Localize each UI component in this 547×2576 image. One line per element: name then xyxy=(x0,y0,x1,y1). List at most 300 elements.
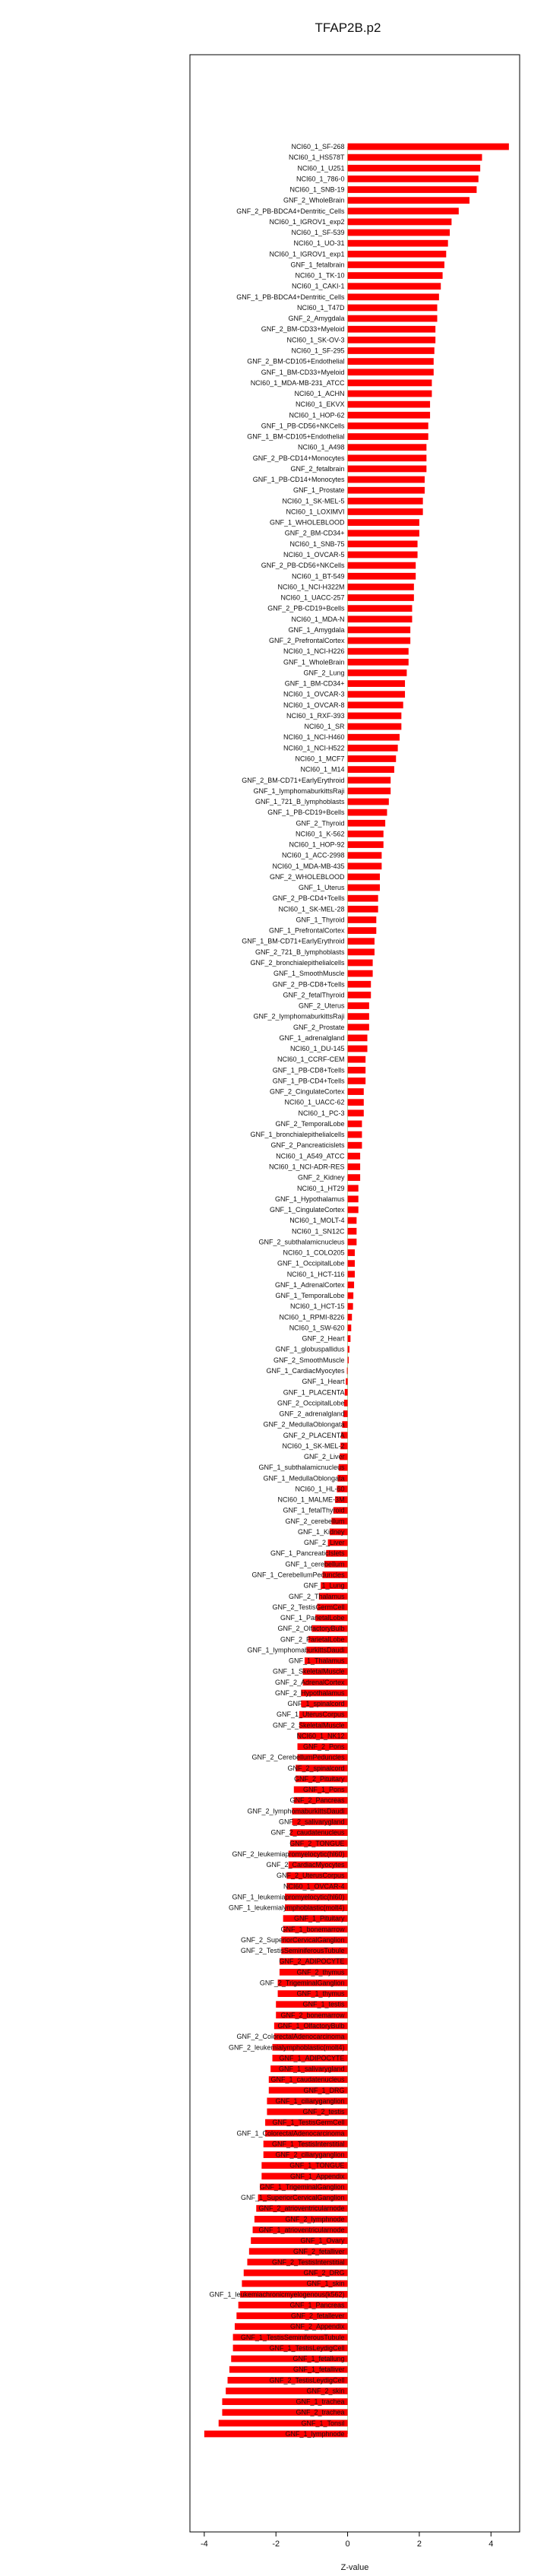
category-label: GNF_1_Heart xyxy=(302,1378,345,1386)
category-label: NCI60_1_SK-MEL-2 xyxy=(282,1441,345,1450)
category-label: GNF_2_leukemiapromyelocytic(hl60) xyxy=(232,1850,345,1858)
category-label: NCI60_1_SF-539 xyxy=(291,229,345,237)
category-label: GNF_1_CerebellumPeduncles xyxy=(251,1571,345,1579)
category-label: GNF_2_Kidney xyxy=(298,1173,345,1182)
bar xyxy=(348,809,387,816)
category-label: GNF_1_testis xyxy=(302,2000,345,2008)
bar xyxy=(348,669,407,676)
category-label: GNF_2_Amygdala xyxy=(288,315,345,323)
category-label: GNF_2_MedullaOblongata xyxy=(263,1420,345,1429)
bar xyxy=(348,498,423,505)
category-label: GNF_1_BM-CD105+Endothelial xyxy=(247,432,345,441)
bar xyxy=(348,820,386,827)
category-label: NCI60_1_HT29 xyxy=(297,1184,345,1192)
category-label: GNF_1_BM-CD33+Myeloid xyxy=(261,368,345,376)
category-label: NCI60_1_SN12C xyxy=(292,1227,345,1236)
category-label: NCI60_1_SK-MEL-28 xyxy=(278,905,345,913)
category-label: NCI60_1_A498 xyxy=(298,443,345,451)
category-label: GNF_1_SmoothMuscle xyxy=(274,970,345,978)
category-label: GNF_1_TestisInterstitial xyxy=(272,2140,345,2148)
bar xyxy=(348,981,372,988)
category-label: GNF_2_PB-BDCA4+Dentritic_Cells xyxy=(236,207,345,215)
category-label: GNF_2_ciliaryganglion xyxy=(275,2150,345,2159)
category-label: GNF_1_SkeletalMuscle xyxy=(273,1667,345,1676)
bar xyxy=(348,691,405,698)
bar xyxy=(348,562,416,569)
category-label: GNF_1_thymus xyxy=(296,1989,345,1998)
category-label: NCI60_1_BT-549 xyxy=(292,572,345,581)
bar xyxy=(348,1335,351,1342)
category-label: GNF_2_testis xyxy=(302,2108,345,2116)
category-label: NCI60_1_SF-295 xyxy=(291,347,345,355)
category-label: GNF_2_lymphomaburkittsDaudi xyxy=(247,1807,345,1815)
category-label: GNF_1_WHOLEBLOOD xyxy=(270,518,345,527)
category-label: GNF_2_Uterus xyxy=(299,1002,345,1010)
bar xyxy=(348,970,373,977)
bar xyxy=(348,422,428,429)
category-label: GNF_2_Pons xyxy=(303,1742,345,1751)
category-label: NCI60_1_HOP-62 xyxy=(289,411,345,419)
bar xyxy=(348,648,409,655)
category-label: GNF_2_bronchialepithelialcells xyxy=(250,958,345,967)
bar xyxy=(348,1185,359,1191)
bar xyxy=(348,1035,368,1042)
category-label: GNF_2_cerebellum xyxy=(285,1517,345,1525)
category-label: NCI60_1_UACC-257 xyxy=(280,593,345,602)
bar xyxy=(348,1207,359,1214)
category-label: NCI60_1_DU-145 xyxy=(290,1045,345,1053)
bar xyxy=(348,240,448,247)
category-label: GNF_2_Appendix xyxy=(290,2322,345,2331)
category-label: GNF_1_DRG xyxy=(303,2086,345,2094)
bar xyxy=(348,454,427,461)
bar xyxy=(348,251,447,258)
category-label: GNF_1_ADIPOCYTE xyxy=(279,2054,345,2062)
category-label: NCI60_1_ACC-2998 xyxy=(282,851,345,859)
category-label: GNF_2_CerebellumPeduncles xyxy=(251,1753,345,1761)
category-label: NCI60_1_MALME-3M xyxy=(277,1495,345,1504)
bar xyxy=(348,144,509,150)
category-label: NCI60_1_OVCAR-5 xyxy=(283,551,345,559)
category-label: GNF_1_MedullaOblongata xyxy=(263,1474,345,1483)
category-label: NCI60_1_OVCAR-8 xyxy=(283,701,345,709)
bar xyxy=(348,487,425,494)
bar xyxy=(348,540,418,547)
category-label: GNF_2_lymphomaburkittsRaji xyxy=(253,1012,345,1021)
bar xyxy=(348,1293,354,1299)
category-label: GNF_2_CingulateCortex xyxy=(270,1087,345,1096)
category-label: NCI60_1_MDA-N xyxy=(291,615,345,623)
category-label: GNF_1_Hypothalamus xyxy=(275,1195,345,1203)
bar xyxy=(348,841,384,848)
category-label: GNF_2_PrefrontalCortex xyxy=(269,637,345,645)
category-label: NCI60_1_UO-31 xyxy=(293,239,345,248)
category-label: GNF_1_BM-CD34+ xyxy=(284,679,345,688)
category-label: GNF_2_TestisGermCell xyxy=(272,1603,345,1611)
category-label: GNF_1_fetallung xyxy=(292,2355,345,2363)
bar xyxy=(348,1249,355,1256)
category-label: GNF_2_Thalamus xyxy=(289,1592,345,1600)
bar xyxy=(348,766,394,773)
category-label: NCI60_1_RXF-393 xyxy=(286,711,345,720)
bar xyxy=(348,508,423,515)
category-label: NCI60_1_UACC-62 xyxy=(284,1098,345,1106)
category-label: NCI60_1_MDA-MB-231_ATCC xyxy=(250,378,345,387)
category-label: GNF_2_SkeletalMuscle xyxy=(273,1721,345,1729)
category-label: GNF_2_PB-CD14+Monocytes xyxy=(252,454,345,462)
category-label: NCI60_1_NCI-H226 xyxy=(283,647,345,656)
category-label: GNF_1_721_B_lymphoblasts xyxy=(255,798,345,806)
category-label: GNF_2_PB-CD19+Bcells xyxy=(267,604,345,612)
category-label: NCI60_1_ACHN xyxy=(294,390,345,398)
category-label: NCI60_1_SF-268 xyxy=(291,143,345,150)
category-label: GNF_2_atrioventricularnode xyxy=(258,2204,345,2213)
category-label: GNF_1_cerebellum xyxy=(285,1560,345,1568)
bar xyxy=(348,745,398,752)
category-label: GNF_2_adrenalgland xyxy=(279,1410,345,1418)
category-label: GNF_1_fetalThyroid xyxy=(283,1506,345,1514)
bar xyxy=(348,1056,366,1063)
category-label: GNF_1_PB-CD56+NKCells xyxy=(261,422,345,430)
bar xyxy=(348,326,436,333)
category-label: GNF_2_721_B_lymphoblasts xyxy=(255,948,345,956)
bar xyxy=(348,1109,364,1116)
category-label: GNF_2_lymphnode xyxy=(285,2215,345,2223)
category-label: GNF_2_Pancreaticislets xyxy=(270,1141,345,1150)
bar xyxy=(348,831,384,837)
category-label: GNF_2_SmoothMuscle xyxy=(274,1356,345,1364)
category-label: NCI60_1_NCI-H460 xyxy=(283,733,345,742)
bar xyxy=(348,605,413,612)
category-label: GNF_2_Prostate xyxy=(293,1023,345,1031)
category-label: GNF_1_Ovary xyxy=(300,2236,345,2245)
bar xyxy=(348,1046,368,1052)
category-label: GNF_2_BM-CD34+ xyxy=(284,529,345,537)
category-label: GNF_2_PLACENTA xyxy=(283,1431,345,1439)
category-label: GNF_1_skin xyxy=(306,2280,345,2288)
bar xyxy=(348,380,432,387)
bar xyxy=(348,960,373,967)
category-label: NCI60_1_HCT-116 xyxy=(286,1270,345,1278)
category-label: GNF_1_SuperiorCervicalGanglion xyxy=(240,2194,345,2202)
category-label: GNF_2_Liver xyxy=(304,1539,345,1547)
category-label: GNF_2_salivarygland xyxy=(279,1818,345,1826)
category-label: GNF_1_PrefrontalCortex xyxy=(269,926,345,935)
bar xyxy=(348,659,409,666)
bar xyxy=(348,444,427,451)
bar xyxy=(348,165,481,172)
bar xyxy=(348,1142,362,1149)
bar xyxy=(348,219,452,226)
category-label: GNF_2_bonemarrow xyxy=(280,2011,345,2019)
category-label: GNF_2_Liver xyxy=(304,1453,345,1461)
category-label: NCI60_1_HS578T xyxy=(289,153,345,162)
x-tick-label: 0 xyxy=(345,2540,350,2549)
category-label: GNF_2_OccipitalLobe xyxy=(277,1399,345,1407)
category-label: GNF_1_fetalliver xyxy=(293,2366,345,2374)
category-label: NCI60_1_EKVX xyxy=(296,400,345,409)
category-label: NCI60_1_IGROV1_exp2 xyxy=(269,217,345,226)
bar xyxy=(348,594,414,601)
bar xyxy=(348,476,425,483)
bar xyxy=(348,916,377,923)
category-label: GNF_1_leukemiapromyelocytic(hl60) xyxy=(232,1893,345,1901)
category-label: GNF_1_bronchialepithelialcells xyxy=(250,1131,345,1139)
bar xyxy=(348,272,443,279)
category-label: GNF_2_Heart xyxy=(302,1334,345,1343)
bar xyxy=(348,573,416,580)
category-label: GNF_1_Amygdala xyxy=(288,625,345,634)
bar xyxy=(348,1067,366,1074)
category-label: GNF_2_TestisInterstitial xyxy=(272,2258,345,2266)
category-label: GNF_2_thymus xyxy=(296,1968,345,1976)
category-label: NCI60_1_TK-10 xyxy=(295,271,345,280)
bar xyxy=(348,197,470,204)
category-label: GNF_2_PB-CD4+Tcells xyxy=(272,894,345,903)
category-label: GNF_1_fetalbrain xyxy=(290,261,345,269)
category-label: GNF_1_Thyroid xyxy=(296,916,345,924)
category-label: NCI60_1_RPMI-8226 xyxy=(279,1313,345,1321)
bar xyxy=(348,1002,369,1009)
category-label: GNF_1_spinalcord xyxy=(287,1700,345,1708)
bar xyxy=(348,207,459,214)
bar xyxy=(348,1356,349,1363)
category-label: NCI60_1_NCI-H322M xyxy=(277,583,345,591)
bar xyxy=(348,1153,361,1160)
bar xyxy=(348,701,403,708)
bar xyxy=(348,1217,357,1224)
bar xyxy=(348,337,436,343)
category-label: NCI60_1_CAKI-1 xyxy=(292,282,345,290)
category-label: GNF_2_TestisSeminiferousTubule xyxy=(240,1947,345,1955)
bar xyxy=(348,433,428,440)
category-label: GNF_1_ColorectalAdenocarcinoma xyxy=(236,2129,345,2138)
bar xyxy=(348,412,431,419)
bar xyxy=(348,723,402,730)
category-label: GNF_2_UterusCorpus xyxy=(277,1872,345,1880)
bar xyxy=(348,1314,353,1321)
bar xyxy=(348,777,391,783)
bar xyxy=(348,1163,361,1170)
bar xyxy=(348,466,427,473)
bar xyxy=(348,1346,349,1353)
category-label: GNF_1_BM-CD71+EarlyErythroid xyxy=(242,937,345,945)
category-label: GNF_1_salivarygland xyxy=(279,2065,345,2073)
bar xyxy=(348,391,432,397)
x-tick-label: -2 xyxy=(272,2540,280,2549)
category-label: GNF_1_OlfactoryBulb xyxy=(277,2022,345,2030)
category-label: GNF_1_PB-CD8+Tcells xyxy=(272,1066,345,1074)
bar xyxy=(348,293,439,300)
category-label: GNF_1_CingulateCortex xyxy=(270,1206,345,1214)
category-label: GNF_1_PancreaticIslets xyxy=(270,1549,345,1558)
category-label: GNF_1_Appendix xyxy=(290,2172,345,2180)
category-label: GNF_1_TestisGermCell xyxy=(272,2119,345,2127)
bar xyxy=(348,1174,361,1181)
category-label: GNF_2_Pancreas xyxy=(289,1796,345,1805)
category-label: NCI60_1_A549_ATCC xyxy=(276,1152,345,1160)
category-label: GNF_2_BM-CD71+EarlyErythroid xyxy=(242,776,345,784)
category-label: GNF_2_fetalThyroid xyxy=(283,991,345,999)
bar xyxy=(348,552,418,559)
category-label: GNF_2_CardiacMyocytes xyxy=(266,1861,345,1869)
bar xyxy=(348,530,419,536)
category-label: GNF_1_Pancreas xyxy=(289,2301,345,2309)
category-label: GNF_2_PB-CD56+NKCells xyxy=(261,562,345,570)
bar xyxy=(348,369,434,375)
category-label: NCI60_1_SNB-75 xyxy=(289,540,345,548)
bar xyxy=(348,788,391,795)
category-label: NCI60_1_SK-MEL-5 xyxy=(282,497,345,505)
category-label: GNF_1_globuspallidus xyxy=(275,1345,345,1353)
category-label: GNF_2_leukemialymphoblastic(molt4) xyxy=(229,2043,345,2052)
category-label: NCI60_1_SW-620 xyxy=(289,1324,345,1332)
bar xyxy=(348,584,414,590)
category-label: GNF_2_BM-CD105+Endothelial xyxy=(247,357,345,366)
category-label: NCI60_1_T47D xyxy=(297,303,345,312)
category-label: GNF_2_ADIPOCYTE xyxy=(279,1957,345,1966)
bar xyxy=(348,1228,357,1235)
category-label: NCI60_1_OVCAR-3 xyxy=(283,690,345,698)
category-label: GNF_1_ciliaryganglion xyxy=(275,2097,345,2105)
bar xyxy=(348,638,411,644)
category-label: GNF_1_PB-BDCA4+Dentritic_Cells xyxy=(236,293,345,301)
category-label: NCI60_1_PC-3 xyxy=(298,1109,345,1117)
bar xyxy=(348,938,375,945)
category-label: GNF_1_Kidney xyxy=(298,1527,345,1536)
category-label: GNF_2_BM-CD33+Myeloid xyxy=(261,325,345,334)
category-label: NCI60_1_OVCAR-4 xyxy=(283,1882,345,1891)
bar xyxy=(348,1303,353,1310)
bar xyxy=(348,1239,357,1245)
bar xyxy=(348,154,482,161)
category-label: NCI60_1_IGROV1_exp1 xyxy=(269,250,345,258)
bar xyxy=(348,895,378,902)
category-label: NCI60_1_LOXIMVI xyxy=(286,508,345,516)
bar xyxy=(348,261,444,268)
bar xyxy=(348,927,377,934)
category-label: GNF_1_lymphnode xyxy=(285,2430,345,2438)
category-label: GNF_1_Tonsil xyxy=(301,2419,345,2427)
category-label: GNF_1_CardiacMyocytes xyxy=(266,1366,345,1375)
category-label: GNF_1_UterusCorpus xyxy=(277,1710,345,1719)
category-label: GNF_2_spinalcord xyxy=(287,1764,345,1772)
category-label: GNF_1_leukemialymphoblastic(molt4) xyxy=(229,1904,345,1912)
category-label: NCI60_1_SK-OV-3 xyxy=(286,336,345,344)
bar xyxy=(348,1121,362,1128)
category-label: GNF_1_bonemarrow xyxy=(280,1925,345,1933)
category-label: GNF_2_SuperiorCervicalGanglion xyxy=(240,1935,345,1944)
category-label: GNF_1_TrigeminalGanglion xyxy=(259,2182,345,2191)
bar xyxy=(346,1378,347,1385)
category-label: GNF_1_TONGUE xyxy=(289,2161,345,2169)
x-tick-label: 2 xyxy=(416,2540,422,2549)
category-label: GNF_1_PB-CD4+Tcells xyxy=(272,1077,345,1085)
bar xyxy=(348,519,419,526)
category-label: NCI60_1_NK12 xyxy=(296,1732,345,1740)
category-label: NCI60_1_MDA-MB-435 xyxy=(272,862,345,870)
category-label: GNF_1_TestisSeminiferousTubule xyxy=(240,2333,345,2341)
x-tick-label: 4 xyxy=(489,2540,494,2549)
bar xyxy=(348,229,450,236)
bar xyxy=(348,1260,355,1267)
bar xyxy=(348,176,479,182)
bar xyxy=(348,862,382,869)
category-label: NCI60_1_HL-60 xyxy=(295,1485,345,1493)
category-label: NCI60_1_HOP-92 xyxy=(289,840,345,849)
bar xyxy=(348,315,438,322)
bar xyxy=(348,1324,352,1331)
category-label: GNF_1_lymphomaburkittsDaudi xyxy=(247,1646,345,1654)
chart-title: TFAP2B.p2 xyxy=(315,21,381,35)
category-label: GNF_2_fetalliver xyxy=(293,2247,345,2255)
category-label: GNF_2_OlfactoryBulb xyxy=(277,1625,345,1633)
bar xyxy=(348,874,380,881)
category-label: GNF_1_ParietalLobe xyxy=(280,1614,345,1622)
bars-layer xyxy=(204,144,509,2438)
category-label: GNF_1_OccipitalLobe xyxy=(277,1259,345,1267)
category-label: GNF_1_TemporalLobe xyxy=(275,1292,345,1300)
category-label: GNF_2_trachea xyxy=(296,2408,345,2416)
category-label: GNF_2_ParietalLobe xyxy=(280,1635,345,1644)
bar xyxy=(348,906,378,913)
category-label: NCI60_1_NCI-ADR-RES xyxy=(269,1163,345,1171)
category-label: GNF_2_Hypothalamus xyxy=(275,1688,345,1697)
bar xyxy=(348,799,389,805)
category-label: NCI60_1_M14 xyxy=(300,765,345,774)
bar xyxy=(347,1368,348,1375)
category-label: GNF_2_Lung xyxy=(303,669,345,677)
category-label: NCI60_1_COLO205 xyxy=(283,1248,345,1257)
category-label: GNF_2_WholeBrain xyxy=(283,196,345,204)
bar xyxy=(348,1131,362,1138)
category-label: GNF_2_subthalamicnucleus xyxy=(258,1238,345,1246)
category-label: NCI60_1_786-0 xyxy=(296,175,345,183)
category-label: GNF_2_Thyroid xyxy=(296,819,345,828)
category-label: GNF_1_PLACENTA xyxy=(283,1388,345,1397)
category-label: NCI60_1_MCF7 xyxy=(295,755,345,763)
bar xyxy=(348,885,380,891)
category-label: GNF_2_TestisLeydigCell xyxy=(269,2376,345,2385)
category-label: GNF_1_trachea xyxy=(296,2397,345,2406)
category-label: NCI60_1_SR xyxy=(304,723,345,731)
category-label: GNF_1_Pituitary xyxy=(294,1914,345,1923)
bar xyxy=(345,1389,348,1396)
bar xyxy=(348,1282,354,1289)
category-label: GNF_1_lymphomaburkittsRaji xyxy=(253,786,345,795)
bar xyxy=(348,734,400,741)
bar xyxy=(348,1088,364,1095)
bar xyxy=(348,616,413,622)
category-label: GNF_2_WHOLEBLOOD xyxy=(270,872,345,881)
category-label: GNF_1_Lung xyxy=(303,1581,345,1590)
category-label: GNF_2_skin xyxy=(306,2387,345,2395)
category-label: GNF_2_fetallever xyxy=(291,2312,345,2320)
bar xyxy=(348,347,435,354)
category-label: GNF_2_TrigeminalGanglion xyxy=(259,1979,345,1987)
category-label: GNF_2_AdrenalCortex xyxy=(275,1678,345,1686)
category-label: NCI60_1_SNB-19 xyxy=(289,185,345,194)
category-label: GNF_1_WholeBrain xyxy=(283,658,345,666)
category-label: GNF_1_PB-CD14+Monocytes xyxy=(252,476,345,484)
bar xyxy=(348,1024,369,1030)
bar xyxy=(348,305,438,312)
bar xyxy=(348,1078,366,1084)
bar xyxy=(348,680,405,687)
bar xyxy=(348,1099,364,1106)
category-label: NCI60_1_U251 xyxy=(297,164,345,172)
category-label: NCI60_1_K-562 xyxy=(296,830,345,838)
